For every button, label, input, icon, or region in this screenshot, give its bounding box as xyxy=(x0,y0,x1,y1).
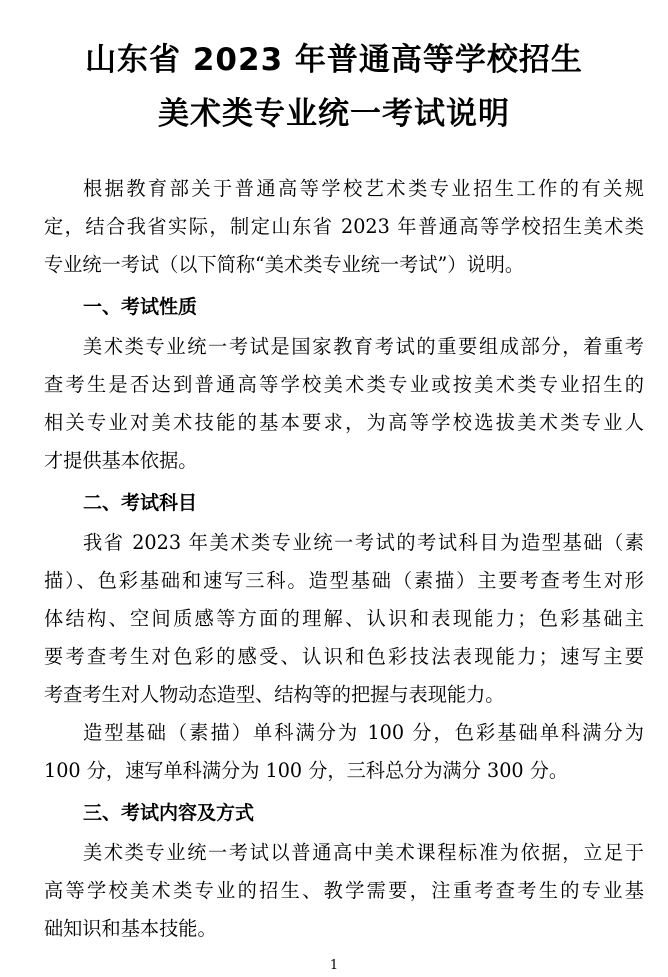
section-2-para-2-line-2: 100 分，速写单科满分为 100 分，三科总分为满分 300 分。 xyxy=(44,759,569,782)
intro-line-2: 定，结合我省实际，制定山东省 2023 年普通高等学校招生美术类 xyxy=(44,215,644,238)
section-1-heading: 一、考试性质 xyxy=(83,296,198,318)
section-2-para-2-line-1: 造型基础（素描）单科满分为 100 分，色彩基础单科满分为 xyxy=(83,721,644,744)
section-3-line-2: 高等学校美术类专业的招生、教学需要，注重考查考生的专业基 xyxy=(44,879,644,902)
section-3-line-1: 美术类专业统一考试以普通高中美术课程标准为依据，立足于 xyxy=(83,841,644,864)
intro-line-3: 专业统一考试（以下简称“美术类专业统一考试”）说明。 xyxy=(44,253,525,276)
section-3-heading: 三、考试内容及方式 xyxy=(83,802,255,824)
document-title-line-1: 山东省 2023 年普通高等学校招生 xyxy=(85,42,583,78)
section-2-para-1-line-1: 我省 2023 年美术类专业统一考试的考试科目为造型基础（素 xyxy=(83,531,644,554)
section-2-para-1-line-5: 考查考生对人物动态造型、结构等的把握与表现能力。 xyxy=(44,683,505,706)
section-1-line-2: 查考生是否达到普通高等学校美术类专业或按美术类专业招生的 xyxy=(44,373,644,396)
section-1-line-3: 相关专业对美术技能的基本要求，为高等学校选拔美术类专业人 xyxy=(44,411,644,434)
section-2-para-1-line-3: 体结构、空间质感等方面的理解、认识和表现能力；色彩基础主 xyxy=(44,607,644,630)
section-1-line-4: 才提供基本依据。 xyxy=(44,449,198,472)
intro-line-1: 根据教育部关于普通高等学校艺术类专业招生工作的有关规 xyxy=(83,177,644,200)
document-title-line-2: 美术类专业统一考试说明 xyxy=(158,96,510,132)
section-2-heading: 二、考试科目 xyxy=(83,492,198,514)
section-1-line-1: 美术类专业统一考试是国家教育考试的重要组成部分，着重考 xyxy=(83,335,644,358)
section-2-para-1-line-4: 要考查考生对色彩的感受、认识和色彩技法表现能力；速写主要 xyxy=(44,645,644,668)
page-number: 1 xyxy=(329,958,339,973)
section-2-para-1-line-2: 描）、色彩基础和速写三科。造型基础（素描）主要考查考生对形 xyxy=(44,569,644,592)
section-3-line-3: 础知识和基本技能。 xyxy=(44,917,217,940)
